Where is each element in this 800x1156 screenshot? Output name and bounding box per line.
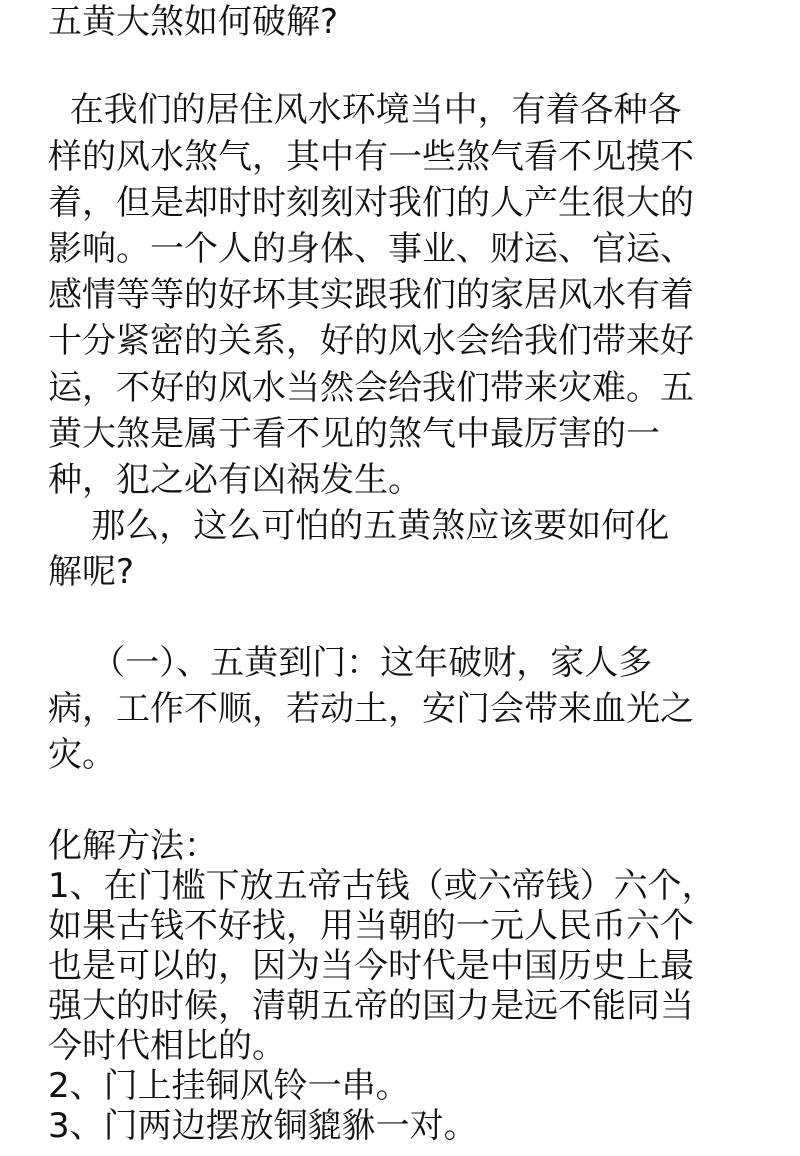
paragraph-2-line-1: 那么，这么可怕的五黄煞应该要如何化 [48, 506, 670, 546]
item-1-line-1: 1、在门槛下放五帝古钱（或六帝钱）六个， [48, 866, 716, 906]
paragraph-1-line-3: 着，但是却时时刻刻对我们的人产生很大的 [48, 183, 694, 223]
paragraph-1-line-7: 运，不好的风水当然会给我们带来灾难。五 [48, 368, 694, 408]
paragraph-1-line-5: 感情等等的好坏其实跟我们的家居风水有着 [48, 275, 694, 315]
item-1-line-5: 今时代相比的。 [48, 1026, 286, 1066]
paragraph-1-line-1: 在我们的居住风水环境当中，有着各种各 [48, 90, 682, 130]
method-heading: 化解方法： [48, 826, 218, 866]
item-1-line-3: 也是可以的，因为当今时代是中国历史上最 [48, 946, 694, 986]
section-1-line-1: （一）、五黄到门：这年破财，家人多 [48, 643, 653, 683]
paragraph-1-line-6: 十分紧密的关系，好的风水会给我们带来好 [48, 321, 694, 361]
item-3: 3、门两边摆放铜貔貅一对。 [48, 1106, 478, 1146]
paragraph-1-line-2: 样的风水煞气，其中有一些煞气看不见摸不 [48, 137, 694, 177]
item-1-line-2: 如果古钱不好找，用当朝的一元人民币六个 [48, 906, 694, 946]
paragraph-2-line-2: 解呢? [48, 552, 135, 592]
item-1-line-4: 强大的时候，清朝五帝的国力是远不能同当 [48, 986, 694, 1026]
paragraph-1-line-4: 影响。一个人的身体、事业、财运、官运、 [48, 229, 694, 269]
paragraph-1-line-8: 黄大煞是属于看不见的煞气中最厉害的一 [48, 414, 660, 454]
section-1-line-2: 病，工作不顺，若动土，安门会带来血光之 [48, 689, 694, 729]
paragraph-1-line-9: 种，犯之必有凶祸发生。 [48, 460, 422, 500]
document-title: 五黄大煞如何破解? [48, 2, 339, 42]
section-1-line-3: 灾。 [48, 735, 116, 775]
item-2: 2、门上挂铜风铃一串。 [48, 1066, 410, 1106]
